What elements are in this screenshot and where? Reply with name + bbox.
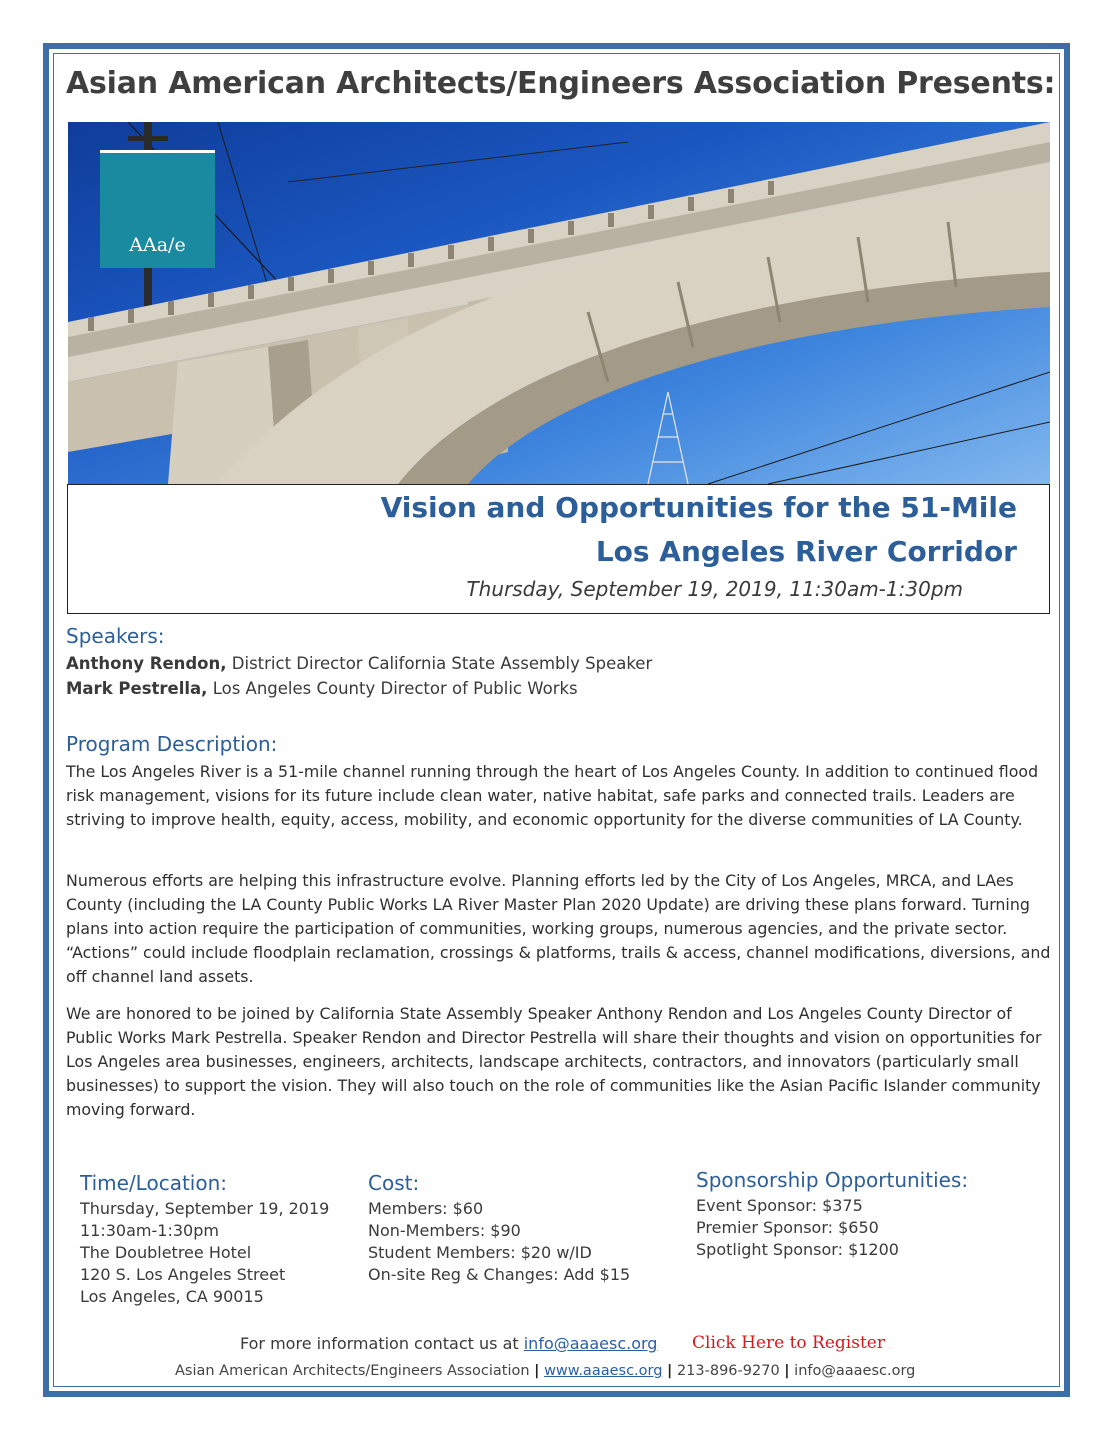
time-location-line: Thursday, September 19, 2019: [80, 1199, 330, 1218]
footer-website-link[interactable]: www.aaaesc.org: [544, 1363, 663, 1379]
speaker-name: Mark Pestrella,: [66, 679, 208, 698]
program-heading: Program Description:: [66, 732, 278, 756]
footer-separator: |: [784, 1363, 790, 1379]
time-location-line: The Doubletree Hotel: [80, 1243, 252, 1262]
cost-line: Student Members: $20 w/ID: [368, 1243, 592, 1262]
event-title-box: [67, 484, 1050, 614]
sponsorship-line: Event Sponsor: $375: [696, 1196, 863, 1215]
footer-separator: |: [534, 1363, 540, 1379]
time-location-line: 120 S. Los Angeles Street: [80, 1265, 286, 1284]
speaker-name: Anthony Rendon,: [66, 654, 227, 673]
footer-phone: 213-896-9270: [672, 1363, 785, 1379]
cost-line: Non-Members: $90: [368, 1221, 521, 1240]
logo-text: AAa/e: [129, 234, 186, 256]
register-link[interactable]: Click Here to Register: [692, 1333, 885, 1353]
bridge-illustration: [68, 122, 1050, 484]
speaker-role: Los Angeles County Director of Public Works: [207, 679, 578, 698]
cost-line: Members: $60: [368, 1199, 484, 1218]
program-paragraph-1: The Los Angeles River is a 51-mile channel running through the heart of Los Angeles County. In addition to continued flood risk management, visions for its future include clean water, native habitat, safe parks and connected trails. Leaders are striving to improve health, equity, access, mobility, and economic opportunity for the diverse communities of LA County.: [66, 762, 1039, 829]
time-location-line: Los Angeles, CA 90015: [80, 1287, 264, 1306]
event-title-line-2: Los Angeles River Corridor: [595, 535, 1017, 568]
hero-bridge-photo: [68, 122, 1050, 484]
cost-heading: Cost:: [368, 1171, 420, 1195]
program-paragraph-3: We are honored to be joined by California State Assembly Speaker Anthony Rendon and Los Angeles County Director of Public Works Mark Pestrella. Speaker Rendon and Director Pestrella will share their thoughts and vision on opportunities for Los Angeles area businesses, engineers, architects, landscape architects, contractors, and innovators (particularly small businesses) to support the vision. They will also touch on the role of communities like the Asian Pacific Islander community moving forward.: [66, 1004, 1042, 1119]
contact-line: [240, 1334, 657, 1353]
speaker-item: [66, 654, 652, 673]
speaker-role: District Director California State Assembly Speaker: [226, 654, 653, 673]
footer-email: info@aaaesc.org: [789, 1363, 916, 1379]
footer-separator: |: [667, 1363, 673, 1379]
sponsorship-line: Premier Sponsor: $650: [696, 1218, 879, 1237]
contact-prefix: For more information contact us at: [240, 1334, 524, 1353]
speaker-item: [66, 679, 578, 698]
aaae-logo: [100, 150, 215, 268]
footer-org: Asian American Architects/Engineers Association: [175, 1363, 535, 1379]
program-paragraph-2: Numerous efforts are helping this infrastructure evolve. Planning efforts led by the City of Los Angeles, MRCA, and LAes County (including the LA County Public Works LA River Master Plan 2020 Update) are driving these plans forward. Turning plans into action require the participation of communities, working groups, numerous agencies, and the private sector. “Actions” could include floodplain reclamation, crossings & platforms, trails & access, channel modifications, diversions, and off channel land assets.: [66, 871, 1051, 986]
sponsorship-heading: Sponsorship Opportunities:: [696, 1168, 969, 1192]
event-datetime: Thursday, September 19, 2019, 11:30am-1:30pm: [466, 577, 963, 601]
contact-email-link[interactable]: info@aaaesc.org: [523, 1334, 658, 1353]
event-title-line-1: Vision and Opportunities for the 51-Mile: [380, 491, 1017, 524]
time-location-line: 11:30am-1:30pm: [80, 1221, 219, 1240]
speakers-heading: Speakers:: [66, 624, 165, 648]
cost-line: On-site Reg & Changes: Add $15: [368, 1265, 631, 1284]
footer: [175, 1363, 915, 1379]
sponsorship-line: Spotlight Sponsor: $1200: [696, 1240, 899, 1259]
time-location-heading: Time/Location:: [80, 1171, 228, 1195]
page-title: Asian American Architects/Engineers Association Presents:: [66, 66, 1056, 101]
